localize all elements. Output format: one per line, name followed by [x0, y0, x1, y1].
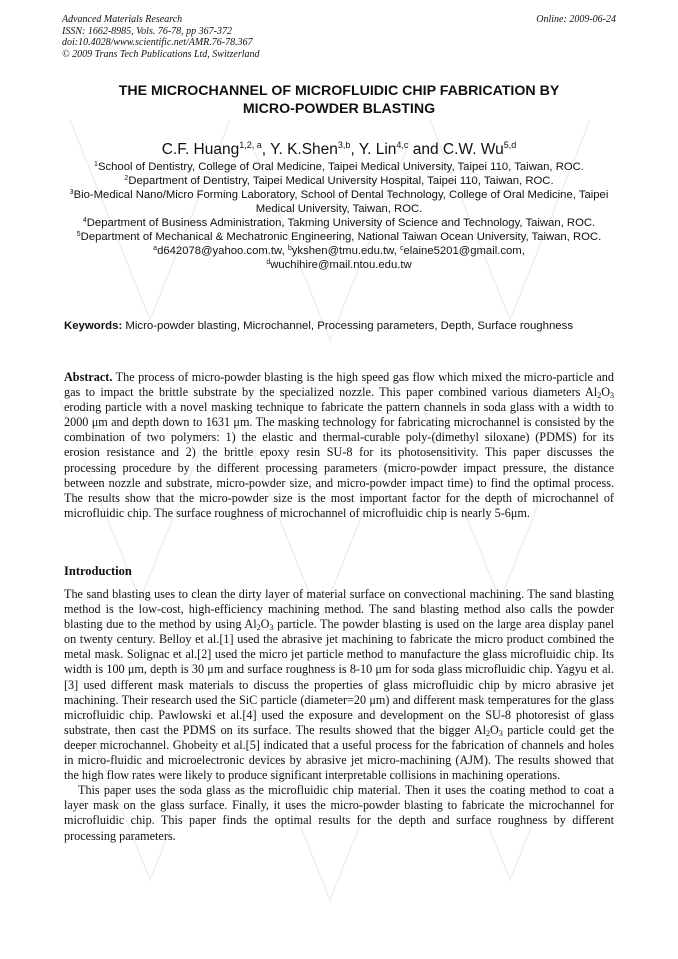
- paper-title: [40, 82, 638, 118]
- affiliation: [50, 216, 628, 230]
- keywords-label: Keywords:: [64, 320, 123, 332]
- email-link[interactable]: ykshen@tmu.edu.tw: [291, 245, 394, 257]
- subscript: 2: [597, 391, 602, 401]
- abstract-text: O: [601, 385, 610, 400]
- abstract-text: The process of micro-powder blasting is the high speed gas flow which mixed the micro-particle and gas to impact the brittle substrate by the specialized nozzle. This paper combined various diameters Al: [64, 370, 614, 400]
- doi-line: doi:10.4028/www.scientific.net/AMR.76-78.367: [62, 37, 253, 48]
- intro-paragraph: [64, 587, 614, 783]
- email-sup: d: [266, 259, 271, 266]
- email-sup: c: [399, 245, 404, 252]
- affiliation: [50, 174, 628, 188]
- author-name: Y. Lin: [358, 141, 397, 158]
- intro-text: O: [490, 722, 499, 737]
- email-link[interactable]: wuchihire@mail.ntou.edu.tw: [270, 259, 412, 271]
- email-list: $^a$d642078@yahoo.com.tw, $^b$ykshen@tmu.edu.tw, $^c$elaine5201@gmail.com,: [153, 245, 525, 257]
- author-name: C.F. Huang: [161, 141, 240, 158]
- introduction-body: [64, 587, 614, 844]
- author-affil-sup: 5,d: [503, 140, 517, 150]
- affiliation-list: [50, 160, 628, 272]
- subscript: 3: [269, 623, 274, 633]
- abstract-text: eroding particle with a novel masking technique to fabricate the pattern channels in soda glass with a width to 2000 μm and depth down to 1631 μm. The masking technology for fabricating microchannel is consisted by the combination of two polymers: 1) the elastic and thermal-curable poly-(dimethyl siloxane) (PDMS) for its erosion resistance and 2) the brittle epoxy resin SU-8 for its photosensitivity. This paper discusses the processing procedure by the different processing parameters (micro-powder impact pressure, the distance between nozzle and substrate, micro-powder size, and micro-powder impact time) to find the optimal process. The results show that the micro-powder size is the most important factor for the depth of microchannel of microfluidic chip. The surface roughness of microchannel of microfluidic chip is nearly 5-6μm.: [64, 400, 614, 520]
- affiliation: [50, 188, 628, 216]
- affiliation: [50, 160, 628, 174]
- affiliation-sup: 5: [76, 231, 81, 238]
- keywords-text: Micro-powder blasting, Microchannel, Processing parameters, Depth, Surface roughness: [125, 320, 574, 332]
- email-link[interactable]: d642078@yahoo.com.tw: [157, 245, 282, 257]
- abstract-label: Abstract.: [64, 370, 113, 384]
- affiliation-sup: 3: [69, 189, 74, 196]
- affiliation-text: Department of Mechanical & Mechatronic Engineering, National Taiwan Ocean University, Taiwan, ROC.: [80, 231, 602, 243]
- intro-text: O: [260, 617, 270, 632]
- affiliation: [50, 230, 628, 244]
- affiliation-text: Department of Business Administration, Takming University of Science and Technology, Taiwan, ROC.: [86, 217, 596, 229]
- email-sup: b: [287, 245, 292, 252]
- subscript: 2: [486, 728, 491, 738]
- email-list: [50, 258, 628, 272]
- author-separator: and: [408, 141, 443, 158]
- issn-line: ISSN: 1662-8985, Vols. 76-78, pp 367-372: [62, 25, 232, 37]
- title-line-1: THE MICROCHANNEL OF MICROFLUIDIC CHIP FABRICATION BY: [118, 83, 560, 99]
- affiliation-text: School of Dentistry, College of Oral Medicine, Taipei Medical University, Taipei 110, Taiwan, ROC.: [97, 161, 584, 173]
- affiliation-sup: 4: [82, 217, 87, 224]
- journal-header: [62, 14, 616, 60]
- abstract-section: [64, 370, 614, 521]
- intro-text: particle could get the deeper microchannel. Ghobeity et al.[5] indicated that a useful process for the fabrication of channels and holes in micro-fluidic and microelectronic devices by abrasive jet micro-machining (AJM). The results showed that the high flow rates were likely to produce significant interpretable collisions in machining operations.: [64, 722, 614, 783]
- affiliation-text: Department of Dentistry, Taipei Medical University Hospital, Taipei 110, Taiwan, ROC.: [128, 175, 554, 187]
- author-affil-sup: 3,b: [337, 140, 351, 150]
- intro-paragraph: This paper uses the soda glass as the microfluidic chip material. Then it uses the coating method to coat a layer mask on the glass surface. Finally, it uses the micro-powder blasting to fabricate the microchannel for microfluidic chip. This paper finds the optimal results for the depth and surface roughness by different processing parameters.: [64, 783, 614, 843]
- author-list: [40, 141, 638, 159]
- subscript: 3: [610, 391, 614, 401]
- affiliation-sup: 1: [94, 161, 98, 168]
- subscript: 2: [256, 623, 261, 633]
- intro-text: The sand blasting uses to clean the dirty layer of material surface on convectional machining. The sand blasting method is the low-cost, high-efficiency machining method. The sand blasting method also calls the powder blasting due to the method by using Al: [64, 587, 614, 632]
- intro-text: particle. The powder blasting is used on the large area display panel on twenty century. Belloy et al.[1] used the abrasive jet machining to fabricate the micro product combined the metal mask. Solignac et al.[2] used the micro jet particle method to manufacture the glass microfluidic chip. Its width is 100 μm, depth is 30 μm and surface roughness is 8-10 μm for soda glass microfluidic chip. Yagyu et al.[3] used different mask materials to discuss the properties of glass microfluidic chip by micro abrasive jet machining. Their research used the SiC particle (diameter=20 μm) and different mask temperatures for the glass microfluidic chip. Pawlowski et al.[4] used the exposure and development on the SU-8 photoresist of glass substrate, then cast the PDMS on its surface. The results showed that the bigger Al: [64, 617, 614, 737]
- author-name: Y. K.Shen: [270, 141, 338, 158]
- journal-name: Advanced Materials Research: [62, 14, 183, 25]
- author-separator: ,: [261, 141, 271, 158]
- keywords-section: [64, 319, 614, 334]
- author-separator: ,: [350, 141, 359, 158]
- online-date: Online: 2009-06-24: [536, 14, 616, 25]
- affiliation-text: Bio-Medical Nano/Micro Forming Laboratory, School of Dental Technology, College of Oral Medicine, Taipei Medical University, Taiwan, ROC.: [73, 189, 609, 215]
- title-line-2: MICRO-POWDER BLASTING: [242, 101, 436, 117]
- email-sup: a: [153, 245, 158, 252]
- subscript: 3: [498, 728, 503, 738]
- author-affil-sup: 1,2, a: [239, 140, 262, 150]
- email-link[interactable]: elaine5201@gmail.com: [403, 245, 522, 257]
- author-affil-sup: 4,c: [396, 140, 409, 150]
- introduction-heading: Introduction: [64, 564, 132, 578]
- author-name: C.W. Wu: [442, 141, 504, 158]
- affiliation-sup: 2: [124, 175, 129, 182]
- copyright-line: © 2009 Trans Tech Publications Ltd, Switzerland: [62, 48, 260, 60]
